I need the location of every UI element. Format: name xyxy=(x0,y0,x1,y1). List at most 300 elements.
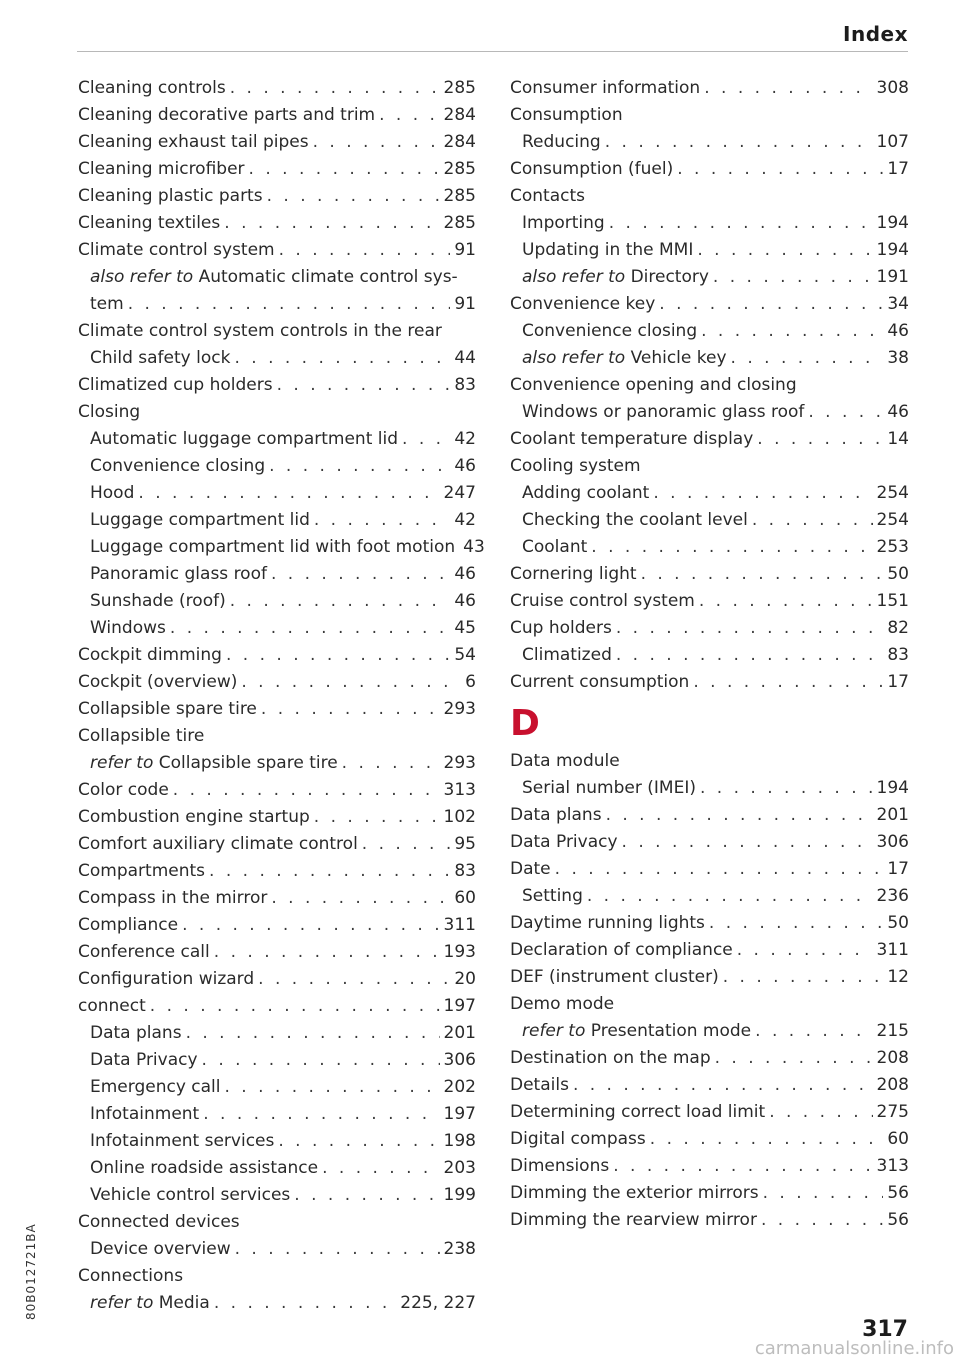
index-entry-term: Luggage compartment lid xyxy=(90,510,310,530)
index-entry-page: 285 xyxy=(443,159,476,179)
index-entry xyxy=(78,615,476,642)
index-entry-term: Importing xyxy=(522,213,605,233)
index-entry-term: Comfort auxiliary climate control xyxy=(78,834,358,854)
index-entry xyxy=(78,1155,476,1182)
index-entry-term: Cleaning textiles xyxy=(78,213,221,233)
index-entry xyxy=(78,831,476,858)
index-entry-page: 45 xyxy=(454,618,476,638)
index-entry-page: 46 xyxy=(887,321,909,341)
index-entry xyxy=(510,669,909,696)
dot-leader xyxy=(715,1045,873,1072)
dot-leader xyxy=(709,910,883,937)
index-entry-term: Sunshade (roof) xyxy=(90,591,226,611)
index-entry-term: Date xyxy=(510,859,551,879)
index-entry xyxy=(510,210,909,237)
dot-leader xyxy=(277,372,451,399)
index-entry xyxy=(78,399,476,426)
index-entry-page: 193 xyxy=(443,942,476,962)
dot-leader xyxy=(202,1047,440,1074)
index-entry xyxy=(510,1153,909,1180)
index-entry xyxy=(78,210,476,237)
index-entry-term: Dimming the exterior mirrors xyxy=(510,1183,759,1203)
index-entry-term: also refer to Automatic climate control sys- xyxy=(90,267,458,287)
index-entry xyxy=(510,345,909,372)
index-entry-page: 42 xyxy=(454,510,476,530)
index-entry-page: 313 xyxy=(876,1156,909,1176)
index-entry-page: 254 xyxy=(876,510,909,530)
index-entry-term: Convenience opening and closing xyxy=(510,375,797,395)
index-entry-term: Reducing xyxy=(522,132,601,152)
index-entry xyxy=(78,696,476,723)
index-entry xyxy=(78,534,485,561)
dot-leader xyxy=(279,237,451,264)
index-entry-term: Contacts xyxy=(510,186,585,206)
index-entry-term: Data plans xyxy=(510,805,602,825)
index-entry xyxy=(78,129,476,156)
index-entry-term: Updating in the MMI xyxy=(522,240,694,260)
index-entry-page: 201 xyxy=(443,1023,476,1043)
index-entry xyxy=(510,507,909,534)
dot-leader xyxy=(587,883,873,910)
dot-leader xyxy=(267,183,440,210)
index-entry-page: 60 xyxy=(454,888,476,908)
index-entry-page: 102 xyxy=(443,807,476,827)
index-entry-term: Windows xyxy=(90,618,166,638)
dot-leader xyxy=(757,426,883,453)
dot-leader xyxy=(203,1101,439,1128)
index-entry-term: Climate control system controls in the rear xyxy=(78,321,442,341)
dot-leader xyxy=(606,802,873,829)
dot-leader xyxy=(723,964,884,991)
index-entry-term: Dimming the rearview mirror xyxy=(510,1210,757,1230)
index-entry-term: Data module xyxy=(510,751,620,771)
index-entry-term: Convenience closing xyxy=(522,321,698,341)
index-entry xyxy=(510,588,909,615)
index-entry xyxy=(78,1074,476,1101)
index-entry xyxy=(78,912,476,939)
index-entry xyxy=(78,885,476,912)
index-entry-page: 194 xyxy=(876,778,909,798)
index-entry-term: Infotainment xyxy=(90,1104,200,1124)
dot-leader xyxy=(650,1126,884,1153)
index-entry xyxy=(78,1263,476,1290)
index-entry-page: 107 xyxy=(876,132,909,152)
dot-leader xyxy=(138,480,439,507)
index-entry-page: 50 xyxy=(887,564,909,584)
index-entry-term: Cockpit (overview) xyxy=(78,672,238,692)
dot-leader xyxy=(230,588,451,615)
index-entry-term: Cockpit dimming xyxy=(78,645,222,665)
dot-leader xyxy=(235,1236,440,1263)
index-entry-term: Data Privacy xyxy=(90,1050,198,1070)
dot-leader xyxy=(294,1182,439,1209)
index-entry-term: Child safety lock xyxy=(90,348,231,368)
dot-leader xyxy=(659,291,883,318)
index-entry xyxy=(510,372,909,399)
dot-leader xyxy=(704,75,872,102)
index-entry xyxy=(78,561,476,588)
index-entry xyxy=(78,1047,476,1074)
index-entry xyxy=(510,399,909,426)
index-entry xyxy=(510,642,909,669)
index-column-right xyxy=(510,75,909,1234)
index-entry-term: Windows or panoramic glass roof xyxy=(522,402,805,422)
index-entry xyxy=(510,964,909,991)
index-entry-page: 225, 227 xyxy=(400,1293,476,1313)
index-entry xyxy=(510,1099,909,1126)
index-entry-page: 34 xyxy=(887,294,909,314)
dot-leader xyxy=(271,561,450,588)
index-entry-page: 247 xyxy=(443,483,476,503)
index-entry-term: connect xyxy=(78,996,146,1016)
index-entry xyxy=(78,1128,476,1155)
dot-leader xyxy=(731,345,884,372)
dot-leader xyxy=(402,426,450,453)
dot-leader xyxy=(224,210,439,237)
index-entry xyxy=(510,1045,909,1072)
index-entry-page: 56 xyxy=(887,1210,909,1230)
index-entry xyxy=(78,102,476,129)
dot-leader xyxy=(261,696,440,723)
dot-leader xyxy=(763,1180,884,1207)
index-entry-term: Climate control system xyxy=(78,240,275,260)
dot-leader xyxy=(271,885,450,912)
index-entry-page: 50 xyxy=(887,913,909,933)
index-entry-term: Climatized xyxy=(522,645,612,665)
index-entry-page: 38 xyxy=(887,348,909,368)
index-entry xyxy=(510,615,909,642)
index-entry xyxy=(78,1101,476,1128)
index-entry-page: 44 xyxy=(454,348,476,368)
index-entry-term: Dimensions xyxy=(510,1156,610,1176)
index-entry-page: 56 xyxy=(887,1183,909,1203)
index-entry-page: 306 xyxy=(876,832,909,852)
index-entry-page: 253 xyxy=(876,537,909,557)
index-entry-page: 308 xyxy=(876,78,909,98)
index-entry-page: 275 xyxy=(876,1102,909,1122)
index-entry-page: 201 xyxy=(876,805,909,825)
index-entry-page: 208 xyxy=(876,1075,909,1095)
dot-leader xyxy=(555,856,884,883)
index-entry xyxy=(510,534,909,561)
dot-leader xyxy=(314,507,450,534)
dot-leader xyxy=(322,1155,439,1182)
index-entry-page: 91 xyxy=(454,294,476,314)
index-entry-term: Demo mode xyxy=(510,994,615,1014)
index-entry-page: 17 xyxy=(887,672,909,692)
index-entry xyxy=(78,345,476,372)
index-entry-page: 60 xyxy=(887,1129,909,1149)
index-entry xyxy=(78,426,476,453)
dot-leader xyxy=(616,615,884,642)
index-entry-term: Hood xyxy=(90,483,135,503)
index-entry-term: refer to Media xyxy=(90,1293,210,1313)
index-entry-page: 191 xyxy=(876,267,909,287)
dot-leader xyxy=(701,318,883,345)
index-entry-page: 203 xyxy=(443,1158,476,1178)
index-entry-page: 313 xyxy=(443,780,476,800)
index-entry-term: Declaration of compliance xyxy=(510,940,733,960)
index-entry xyxy=(510,802,909,829)
index-entry-term: Automatic luggage compartment lid xyxy=(90,429,399,449)
index-entry-term: Device overview xyxy=(90,1239,231,1259)
index-entry-term: Online roadside assistance xyxy=(90,1158,319,1178)
index-entry xyxy=(78,750,476,777)
dot-leader xyxy=(209,858,450,885)
index-entry xyxy=(78,669,476,696)
index-entry-term: Color code xyxy=(78,780,169,800)
index-entry xyxy=(78,480,476,507)
index-entry xyxy=(510,856,909,883)
index-entry-term: Infotainment services xyxy=(90,1131,275,1151)
index-entry-term: Convenience key xyxy=(510,294,656,314)
index-entry xyxy=(510,102,909,129)
dot-leader xyxy=(214,1290,396,1317)
index-entry xyxy=(510,264,909,291)
index-entry xyxy=(510,910,909,937)
index-entry-term: Compartments xyxy=(78,861,206,881)
index-entry xyxy=(78,1236,476,1263)
index-entry-term: Collapsible spare tire xyxy=(78,699,257,719)
index-entry-page: 197 xyxy=(443,1104,476,1124)
dot-leader xyxy=(313,129,440,156)
index-column-left xyxy=(78,75,485,1317)
index-entry xyxy=(510,291,909,318)
index-entry-term: DEF (instrument cluster) xyxy=(510,967,719,987)
index-entry xyxy=(78,1020,476,1047)
index-entry-term: refer to Collapsible spare tire xyxy=(90,753,338,773)
index-entry-page: 83 xyxy=(887,645,909,665)
index-entry-term: also refer to Vehicle key xyxy=(522,348,727,368)
dot-leader xyxy=(622,829,873,856)
index-entry-page: 42 xyxy=(454,429,476,449)
index-entry xyxy=(78,1290,476,1317)
index-entry xyxy=(510,129,909,156)
index-entry-term: Determining correct load limit xyxy=(510,1102,766,1122)
index-entry-page: 285 xyxy=(443,78,476,98)
index-entry xyxy=(78,372,476,399)
index-entry-page: 236 xyxy=(876,886,909,906)
index-entry xyxy=(78,1182,476,1209)
index-entry xyxy=(510,1126,909,1153)
dot-leader xyxy=(699,588,873,615)
dot-leader xyxy=(616,642,884,669)
index-entry-term: Current consumption xyxy=(510,672,690,692)
dot-leader xyxy=(697,237,872,264)
index-entry-term: Connected devices xyxy=(78,1212,240,1232)
dot-leader xyxy=(653,480,872,507)
dot-leader xyxy=(249,156,440,183)
index-entry-term: Luggage compartment lid with foot motion xyxy=(90,537,456,557)
index-entry-page: 14 xyxy=(887,429,909,449)
index-entry xyxy=(510,883,909,910)
header-divider xyxy=(77,51,908,52)
index-entry xyxy=(510,156,909,183)
index-entry-page: 46 xyxy=(454,591,476,611)
index-entry-term: also refer to Directory xyxy=(522,267,709,287)
index-entry xyxy=(510,775,909,802)
index-entry-page: 6 xyxy=(465,672,476,692)
dot-leader xyxy=(128,291,451,318)
index-entry-page: 91 xyxy=(454,240,476,260)
dot-leader xyxy=(605,129,873,156)
index-entry-term: Convenience closing xyxy=(90,456,266,476)
index-entry-page: 293 xyxy=(443,699,476,719)
dot-leader xyxy=(609,210,873,237)
dot-leader xyxy=(379,102,439,129)
index-entry xyxy=(78,1209,476,1236)
index-entry-page: 293 xyxy=(443,753,476,773)
index-entry-page: 285 xyxy=(443,186,476,206)
dot-leader xyxy=(225,1074,440,1101)
dot-leader xyxy=(230,75,440,102)
index-entry-page: 194 xyxy=(876,213,909,233)
index-entry-page: 285 xyxy=(443,213,476,233)
index-entry-term: Cleaning exhaust tail pipes xyxy=(78,132,309,152)
index-entry xyxy=(510,318,909,345)
index-entry-term: Configuration wizard xyxy=(78,969,255,989)
index-entry-page: 208 xyxy=(876,1048,909,1068)
index-entry-page: 83 xyxy=(454,375,476,395)
dot-leader xyxy=(752,507,873,534)
index-entry-page: 311 xyxy=(876,940,909,960)
index-entry xyxy=(78,588,476,615)
page-number: 317 xyxy=(862,1317,908,1342)
index-entry-term: Digital compass xyxy=(510,1129,646,1149)
index-entry xyxy=(510,1018,909,1045)
index-entry-term: refer to Presentation mode xyxy=(522,1021,752,1041)
index-entry-page: 199 xyxy=(443,1185,476,1205)
index-entry-page: 17 xyxy=(887,859,909,879)
index-entry-term: Setting xyxy=(522,886,583,906)
index-entry-page: 83 xyxy=(454,861,476,881)
dot-leader xyxy=(713,264,873,291)
index-entry-term: tem xyxy=(90,294,124,314)
index-entry-term: Vehicle control services xyxy=(90,1185,291,1205)
dot-leader xyxy=(234,345,450,372)
index-entry xyxy=(78,939,476,966)
index-entry-page: 17 xyxy=(887,159,909,179)
index-entry-term: Cleaning controls xyxy=(78,78,226,98)
dot-leader xyxy=(170,615,450,642)
index-entry xyxy=(78,291,476,318)
index-entry-page: 151 xyxy=(876,591,909,611)
index-entry-term: Panoramic glass roof xyxy=(90,564,267,584)
index-entry xyxy=(78,993,476,1020)
dot-leader xyxy=(182,912,439,939)
dot-leader xyxy=(150,993,440,1020)
dot-leader xyxy=(761,1207,883,1234)
index-entry-page: 95 xyxy=(454,834,476,854)
dot-leader xyxy=(314,804,440,831)
index-entry-term: Consumption xyxy=(510,105,623,125)
index-entry xyxy=(78,156,476,183)
index-entry-term: Combustion engine startup xyxy=(78,807,310,827)
index-entry-term: Consumer information xyxy=(510,78,701,98)
index-entry-page: 202 xyxy=(443,1077,476,1097)
index-entry-page: 194 xyxy=(876,240,909,260)
index-entry-term: Data Privacy xyxy=(510,832,618,852)
index-entry xyxy=(510,183,909,210)
index-entry xyxy=(510,937,909,964)
index-entry-page: 54 xyxy=(454,645,476,665)
index-entry-term: Coolant temperature display xyxy=(510,429,754,449)
index-entry-page: 254 xyxy=(876,483,909,503)
index-entry-term: Cornering light xyxy=(510,564,637,584)
index-entry-page: 43 xyxy=(463,537,485,557)
dot-leader xyxy=(226,642,450,669)
index-entry-page: 238 xyxy=(443,1239,476,1259)
index-entry xyxy=(78,804,476,831)
index-entry xyxy=(78,777,476,804)
index-entry-page: 46 xyxy=(887,402,909,422)
dot-leader xyxy=(808,399,883,426)
index-entry-term: Collapsible tire xyxy=(78,726,205,746)
index-entry-term: Compass in the mirror xyxy=(78,888,268,908)
index-entry-page: 311 xyxy=(443,915,476,935)
index-entry xyxy=(510,561,909,588)
dot-leader xyxy=(258,966,450,993)
index-entry xyxy=(78,507,476,534)
index-entry-term: Compliance xyxy=(78,915,179,935)
index-entry xyxy=(78,453,476,480)
index-entry-page: 46 xyxy=(454,564,476,584)
dot-leader xyxy=(186,1020,440,1047)
index-entry xyxy=(510,426,909,453)
index-entry-page: 46 xyxy=(454,456,476,476)
dot-leader xyxy=(278,1128,439,1155)
dot-leader xyxy=(613,1153,872,1180)
dot-leader xyxy=(755,1018,872,1045)
dot-leader xyxy=(677,156,883,183)
index-entry-term: Checking the coolant level xyxy=(522,510,748,530)
index-entry-page: 197 xyxy=(443,996,476,1016)
index-entry xyxy=(78,264,476,291)
index-entry-term: Closing xyxy=(78,402,141,422)
index-entry-term: Cruise control system xyxy=(510,591,695,611)
index-entry xyxy=(510,829,909,856)
index-entry-term: Cleaning decorative parts and trim xyxy=(78,105,376,125)
index-entry-term: Cleaning microfiber xyxy=(78,159,245,179)
dot-leader xyxy=(214,939,440,966)
index-entry-term: Climatized cup holders xyxy=(78,375,273,395)
index-entry-term: Connections xyxy=(78,1266,184,1286)
index-entry-term: Details xyxy=(510,1075,569,1095)
index-entry-term: Cleaning plastic parts xyxy=(78,186,263,206)
dot-leader xyxy=(641,561,884,588)
index-entry xyxy=(510,480,909,507)
index-entry xyxy=(510,1207,909,1234)
dot-leader xyxy=(173,777,440,804)
index-entry-page: 284 xyxy=(443,105,476,125)
index-entry xyxy=(78,183,476,210)
index-entry xyxy=(510,991,909,1018)
dot-leader xyxy=(362,831,451,858)
index-entry xyxy=(510,237,909,264)
dot-leader xyxy=(737,937,873,964)
index-entry-term: Adding coolant xyxy=(522,483,650,503)
index-entry-term: Serial number (IMEI) xyxy=(522,778,696,798)
dot-leader xyxy=(241,669,461,696)
index-entry xyxy=(510,1180,909,1207)
index-entry xyxy=(78,237,476,264)
index-entry-term: Conference call xyxy=(78,942,210,962)
index-entry-term: Consumption (fuel) xyxy=(510,159,674,179)
index-entry-term: Daytime running lights xyxy=(510,913,705,933)
index-entry xyxy=(510,1072,909,1099)
index-entry xyxy=(78,858,476,885)
index-entry xyxy=(78,723,476,750)
